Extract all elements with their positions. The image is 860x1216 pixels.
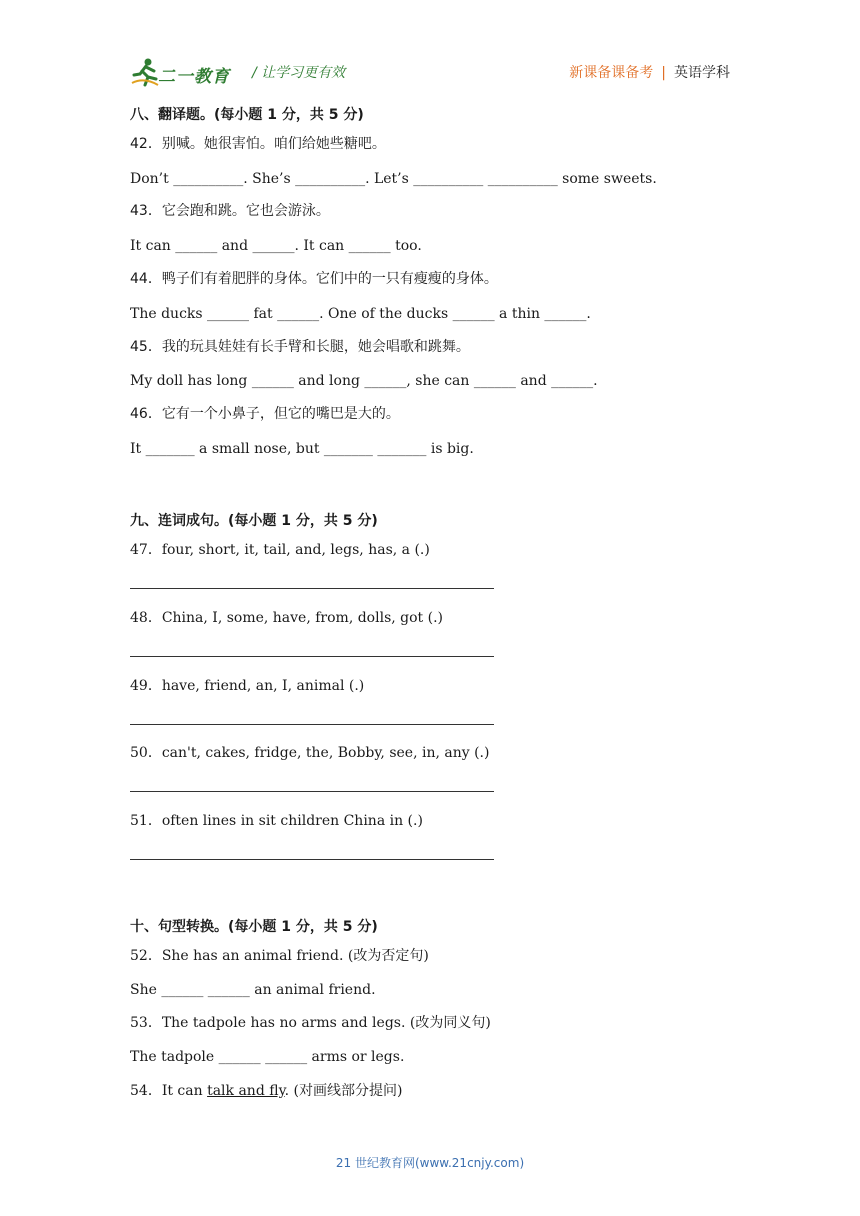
section-title-translation: 八、翻译题。(每小题 1 分，共 5 分) [130, 107, 364, 123]
answer-line-49 [130, 724, 494, 725]
answer-line-51 [130, 859, 494, 860]
question-50: 50．can't, cakes, fridge, the, Bobby, see, in, any (.) [130, 745, 490, 761]
section-title-word-order: 九、连词成句。(每小题 1 分，共 5 分) [130, 513, 378, 529]
question-54-underlined: talk and fly [207, 1083, 285, 1099]
question-53: 53．The tadpole has no arms and legs. (改为同义句) [130, 1015, 491, 1031]
answer-44: The ducks ______ fat ______. One of the ducks ______ a thin ______. [130, 306, 591, 322]
question-54 [130, 1082, 402, 1100]
header-separator: | [661, 65, 666, 81]
header-tagline: 新课备课备考 [569, 65, 654, 81]
answer-46: It _______ a small nose, but _______ _______ is big. [130, 441, 474, 457]
question-49: 49．have, friend, an, I, animal (.) [130, 678, 365, 694]
header-subject: 英语学科 [674, 65, 730, 81]
answer-43: It can ______ and ______. It can ______ too. [130, 238, 422, 254]
page-footer: 21 世纪教育网(www.21cnjy.com) [335, 1156, 525, 1170]
question-48: 48．China, I, some, have, from, dolls, got (.) [130, 610, 443, 626]
answer-line-47 [130, 588, 494, 589]
runner-logo-icon [130, 57, 160, 87]
answer-45: My doll has long ______ and long ______, she can ______ and ______. [130, 373, 598, 389]
question-54-prefix: 54．It can [130, 1083, 208, 1099]
question-46: 46．它有一个小鼻子，但它的嘴巴是大的。 [130, 406, 400, 422]
logo-text: 二一教育 [158, 67, 230, 87]
answer-52: She ______ ______ an animal friend. [130, 982, 376, 998]
answer-53: The tadpole ______ ______ arms or legs. [130, 1049, 405, 1065]
question-43: 43．它会跑和跳。它也会游泳。 [130, 203, 330, 219]
slogan: / 让学习更有效 [252, 65, 346, 81]
question-45: 45．我的玩具娃娃有长手臂和长腿，她会唱歌和跳舞。 [130, 339, 470, 355]
question-54-suffix: . (对画线部分提问) [284, 1083, 403, 1099]
logo [130, 56, 240, 88]
page-header [130, 56, 730, 88]
question-44: 44．鸭子们有着肥胖的身体。它们中的一只有瘦瘦的身体。 [130, 271, 498, 287]
section-title-sentence-transformation: 十、句型转换。(每小题 1 分，共 5 分) [130, 919, 378, 935]
question-42: 42．别喊。她很害怕。咱们给她些糖吧。 [130, 136, 386, 152]
answer-line-48 [130, 656, 494, 657]
header-right [569, 62, 730, 82]
answer-line-50 [130, 791, 494, 792]
answer-42: Don’t __________. She’s __________. Let’s __________ __________ some sweets. [130, 171, 657, 187]
question-52: 52．She has an animal friend. (改为否定句) [130, 948, 429, 964]
question-47: 47．four, short, it, tail, and, legs, has, a (.) [130, 542, 430, 558]
question-51: 51．often lines in sit children China in (.) [130, 813, 423, 829]
